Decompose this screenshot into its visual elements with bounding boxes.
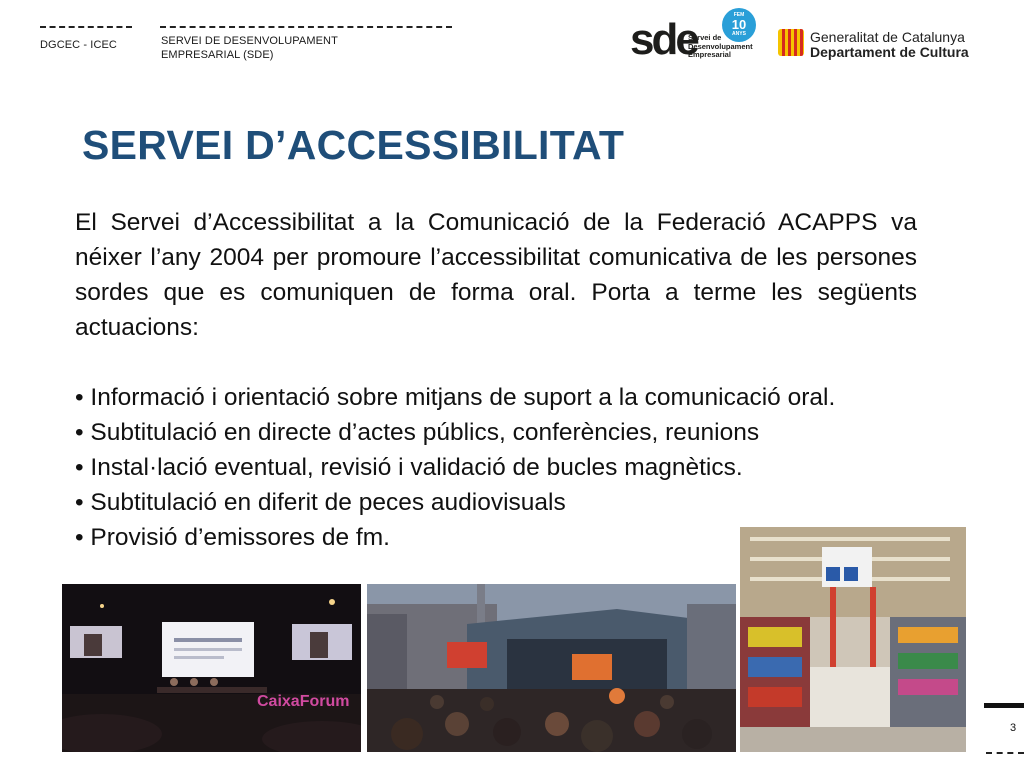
- sde-sub-line3: Empresarial: [688, 50, 731, 59]
- page-number-bar: [984, 703, 1024, 708]
- intro-paragraph: El Servei d’Accessibilitat a la Comunicació de la Federació ACAPPS va néixer l’any 2004 per promoure l’accessibilitat comunicativa de les persones sordes que es comuniquen de forma oral. Porta a terme les següents actuacions:: [75, 209, 917, 341]
- list-item: • Provisió d’emissores de fm.: [75, 524, 390, 551]
- header-center-line1: SERVEI DE DESENVOLUPAMENT: [161, 35, 338, 47]
- body-text: [75, 205, 917, 555]
- header-center-line2: EMPRESARIAL (SDE): [161, 49, 274, 61]
- footer-rule: [986, 752, 1024, 754]
- list-item: • Subtitulació en diferit de peces audiovisuals: [75, 489, 566, 516]
- page-title: SERVEI D’ACCESSIBILITAT: [82, 122, 625, 168]
- header-rule-center: [160, 26, 452, 28]
- outdoor-event-photo: [367, 584, 736, 752]
- sde-logo-word: sde: [630, 15, 697, 64]
- list-item: • Informació i orientació sobre mitjans de suport a la comunicació oral.: [75, 384, 836, 411]
- conference-photo: [62, 584, 361, 752]
- generalitat-logo: [778, 26, 988, 62]
- sde-sub-line1: Servei de: [688, 33, 722, 42]
- anniversary-badge: [722, 8, 756, 42]
- badge-top: FEM: [733, 12, 745, 18]
- supermarket-photo: [740, 527, 966, 752]
- senyera-icon: [778, 29, 804, 56]
- list-item: • Instal·lació eventual, revisió i validació de bucles magnètics.: [75, 454, 743, 481]
- generalitat-line1: Generalitat de Catalunya: [810, 29, 965, 45]
- header-rule-left: [40, 26, 132, 28]
- page-number: 3: [1010, 722, 1017, 734]
- generalitat-line2: Departament de Cultura: [810, 44, 969, 60]
- sde-logo: [630, 10, 760, 65]
- badge-number: 10: [731, 17, 747, 32]
- header-left-label: DGCEC - ICEC: [40, 39, 117, 51]
- sde-sub-line2: Desenvolupament: [688, 41, 753, 51]
- list-item: • Subtitulació en directe d’actes públics, conferències, reunions: [75, 419, 760, 446]
- caixaforum-sign: CaixaForum: [257, 693, 350, 710]
- header-center-label: [161, 34, 338, 62]
- badge-bottom: ANYS: [732, 31, 746, 37]
